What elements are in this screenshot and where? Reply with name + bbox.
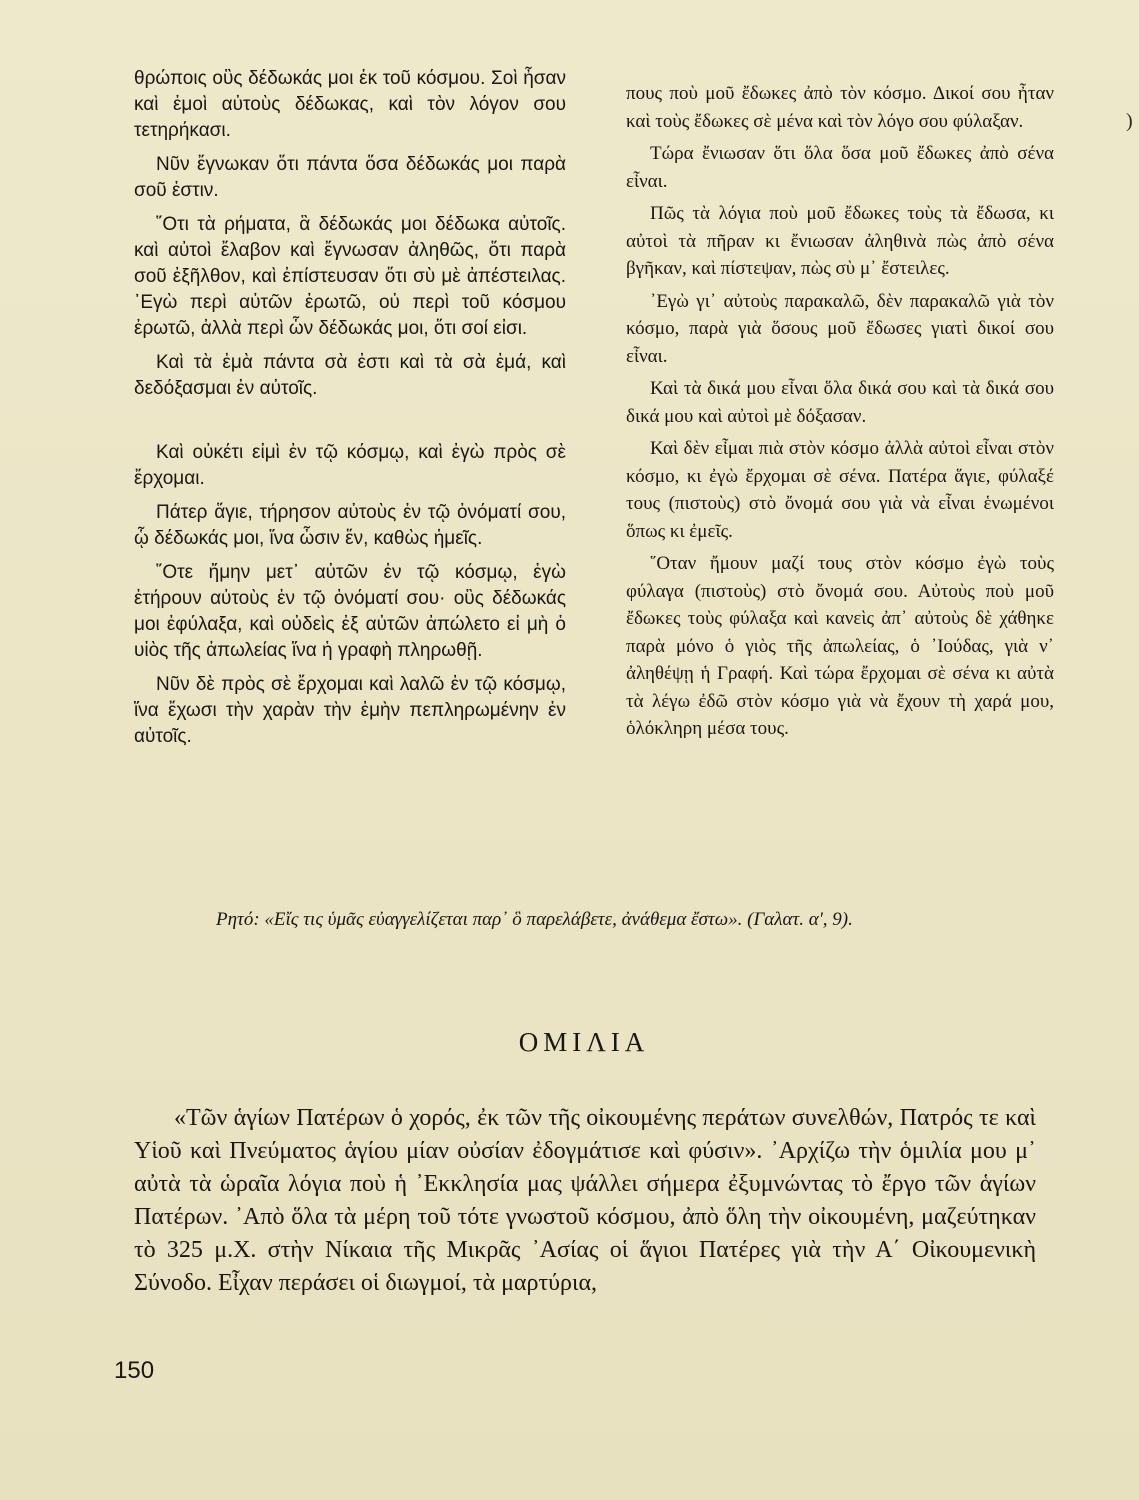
right-paragraph-5: Καὶ τὰ δικά μου εἶναι ὅλα δικά σου καὶ τὰ δικά σου δικά μου καὶ αὐτοὶ μὲ δόξασαν. — [626, 378, 1054, 427]
left-paragraph-8: Νῦν δὲ πρὸς σὲ ἔρχομαι καὶ λαλῶ ἐν τῷ κόσμῳ, ἵνα ἔχωσι τὴν χαρὰν τὴν ἐμὴν πεπληρωμένην ἐν αὐτοῖς. — [134, 674, 566, 747]
right-paragraph-7: ῞Οταν ἤμουν μαζί τους στὸν κόσμο ἐγὼ τοὺς φύλαγα (πιστοὺς) στὸ ὄνομά σου. Αὐτοὺς ποὺ μοῦ ἔδωκες τοὺς φύλαξα καὶ κανεὶς ἀπ᾿ αὐτοὺς δὲ χάθηκε παρὰ μόνο ὁ γιὸς τῆς ἀπωλείας, ὁ ᾿Ιούδας, γιὰ ν᾿ ἀληθέψῃ ἡ Γραφή. Καὶ τώρα ἔρχομαι σὲ σένα κι αὐτὰ τὰ λέγω ἐδῶ στὸν κόσμο γιὰ νὰ ἔχουν τὴ χαρά μου, ὁλόκληρη μέσα τους. — [626, 553, 1054, 739]
right-paragraph-1: πους ποὺ μοῦ ἔδωκες ἀπὸ τὸν κόσμο. Δικοί σου ἦταν καὶ τοὺς ἔδωκες σὲ μένα καὶ τὸν λόγο σου φύλαξαν. — [626, 83, 1054, 132]
left-paragraph-2: Νῦν ἔγνωκαν ὅτι πάντα ὅσα δέδωκάς μοι παρὰ σοῦ ἐστιν. — [134, 154, 566, 201]
margin-mark: ) — [1126, 110, 1133, 132]
left-paragraph-4: Καὶ τὰ ἐμὰ πάντα σὰ ἐστι καὶ τὰ σὰ ἐμά, καὶ δεδόξασμαι ἐν αὐτοῖς. — [134, 352, 566, 399]
left-paragraph-5: Καὶ οὐκέτι εἰμὶ ἐν τῷ κόσμῳ, καὶ ἐγὼ πρὸς σὲ ἔρχομαι. — [134, 442, 566, 489]
left-paragraph-3: ῞Οτι τὰ ρήματα, ἃ δέδωκάς μοι δέδωκα αὐτοῖς. καὶ αὐτοὶ ἔλαβον καὶ ἔγνωσαν ἀληθῶς, ὅτι παρὰ σοῦ ἐξῆλθον, καὶ ἐπίστευσαν ὅτι σὺ μὲ ἀπέστειλας. ᾿Εγὼ περὶ αὐτῶν ἐρωτῶ, οὐ περὶ τοῦ κόσμου ἐρωτῶ, ἀλλὰ περὶ ὧν δέδωκάς μοι, ὅτι σοί εἰσι. — [134, 214, 566, 339]
left-paragraph-7: ῞Οτε ἤμην μετ᾿ αὐτῶν ἐν τῷ κόσμῳ, ἐγὼ ἐτήρουν αὐτοὺς ἐν τῷ ὀνόματί σου· οὓς δέδωκάς μοι ἐφύλαξα, καὶ οὐδεὶς ἐξ αὐτῶν ἀπώλετο εἰ μὴ ὁ υἱὸς τῆς ἀπωλείας ἵνα ἡ γραφὴ πληρωθῇ. — [134, 562, 566, 661]
sermon-body — [134, 1102, 1036, 1300]
left-paragraph-6: Πάτερ ἅγιε, τήρησον αὐτοὺς ἐν τῷ ὀνόματί σου, ᾧ δέδωκάς μοι, ἵνα ὦσιν ἕν, καθὼς ἡμεῖς. — [134, 502, 566, 549]
right-column-translation — [626, 80, 1054, 748]
sermon-paragraph: «Τῶν ἁγίων Πατέρων ὁ χορός, ἐκ τῶν τῆς οἰκουμένης περάτων συνελθών, Πατρός τε καὶ Υἱοῦ καὶ Πνεύματος ἁγίου μίαν οὐσίαν ἐδογμάτισε καὶ φύσιν». ᾿Αρχίζω τὴν ὁμιλία μου μ᾿ αὐτὰ τὰ ὡραῖα λόγια ποὺ ἡ ᾿Εκκλησία μας ψάλλει σήμερα ἐξυμνώντας τὸ ἔργο τῶν ἁγίων Πατέρων. ᾿Απὸ ὅλα τὰ μέρη τοῦ τότε γνωστοῦ κόσμου, ἀπὸ ὅλη τὴν οἰκουμένη, μαζεύτηκαν τὸ 325 μ.Χ. στὴν Νίκαια τῆς Μικρᾶς ᾿Ασίας οἱ ἅγιοι Πατέρες γιὰ τὴν Α΄ Οἰκουμενικὴ Σύνοδο. Εἶχαν περάσει οἱ διωγμοί, τὰ μαρτύρια, — [134, 1105, 1036, 1296]
right-paragraph-2: Τώρα ἔνιωσαν ὅτι ὅλα ὅσα μοῦ ἔδωκες ἀπὸ σένα εἶναι. — [626, 143, 1054, 192]
page-number: 150 — [114, 1357, 155, 1384]
scripture-quote: Ρητό: «Εἴς τις ὑμᾶς εὐαγγελίζεται παρ᾿ ὃ παρελάβετε, ἀνάθεμα ἔστω». (Γαλατ. α', 9). — [216, 909, 853, 930]
left-column-ancient-text — [134, 66, 566, 758]
left-paragraph-1: θρώποις οὓς δέδωκάς μοι ἐκ τοῦ κόσμου. Σοὶ ἦσαν καὶ ἐμοὶ αὐτοὺς δέδωκας, καὶ τὸν λόγον σου τετηρήκασι. — [134, 68, 566, 141]
right-paragraph-6: Καὶ δὲν εἶμαι πιὰ στὸν κόσμο ἀλλὰ αὐτοὶ εἶναι στὸν κόσμο, κι ἐγὼ ἔρχομαι σὲ σένα. Πατέρα ἅγιε, φύλαξέ τους (πιστοὺς) στὸ ὄνομά σου γιὰ νὰ εἶναι ἑνωμένοι ὅπως κι ἐμεῖς. — [626, 438, 1054, 542]
section-heading: ΟΜΙΛΙΑ — [518, 1027, 650, 1057]
right-paragraph-4: ᾿Εγὼ γι᾿ αὐτοὺς παρακαλῶ, δὲν παρακαλῶ γιὰ τὸν κόσμο, παρὰ γιὰ ὅσους μοῦ ἔδωσες γιατὶ δικοί σου εἶναι. — [626, 290, 1054, 367]
right-paragraph-3: Πῶς τὰ λόγια ποὺ μοῦ ἔδωκες τοὺς τὰ ἔδωσα, κι αὐτοὶ τὰ πῆραν κι ἔνιωσαν ἀληθινὰ πὼς ἀπὸ σένα βγῆκαν, καὶ πίστεψαν, πὼς σὺ μ᾿ ἔστειλες. — [626, 203, 1054, 279]
